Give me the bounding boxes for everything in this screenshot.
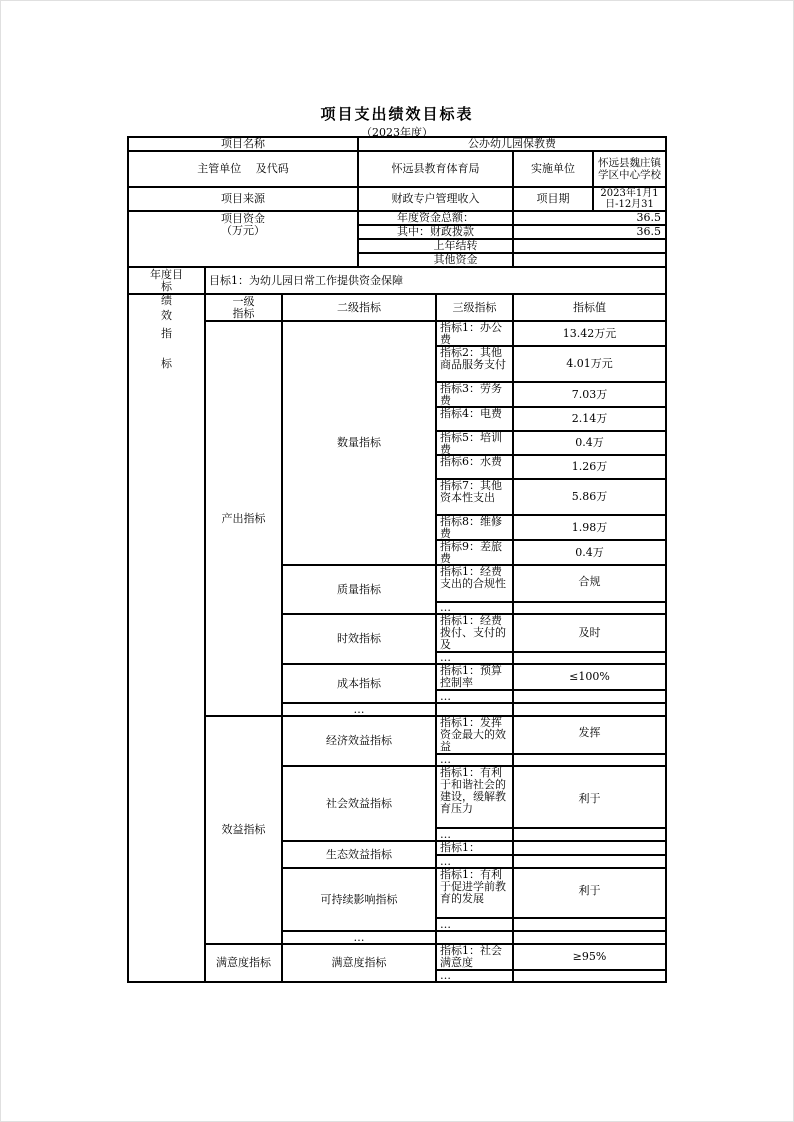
sustain-more-value <box>513 918 666 931</box>
ecology-more-value <box>513 855 666 868</box>
fund-fiscal-label: 其中：财政拨款 <box>358 225 513 239</box>
ecology-value-1 <box>513 841 666 855</box>
goal-label: 年度目标 <box>128 267 205 294</box>
satisfaction-value-1: ≥95% <box>513 944 666 970</box>
project-name-label: 项目名称 <box>128 137 358 151</box>
perf-side-char-1: 绩 <box>161 294 172 307</box>
dept-label: 主管单位 及代码 <box>128 151 358 187</box>
page-subtitle: （2023年度） <box>361 126 433 139</box>
fund-fiscal-value: 36.5 <box>513 225 666 239</box>
output-more: … <box>282 703 436 716</box>
perf-side-char-2: 效 <box>161 309 172 322</box>
social-value-1: 利于 <box>513 766 666 828</box>
quantity-value-7: 5.86万 <box>513 479 666 515</box>
col-level1: 一级指标 <box>205 294 282 321</box>
timeliness-label: 时效指标 <box>282 614 436 664</box>
fund-total-value: 36.5 <box>513 211 666 225</box>
social-item-1: 指标1：有利于和谐社会的建设，缓解教育压力 <box>436 766 513 828</box>
ecology-more: … <box>436 855 513 868</box>
timeliness-value-1: 及时 <box>513 614 666 652</box>
timeliness-more-value <box>513 652 666 664</box>
fund-label: 项目资金 （万元） <box>128 211 358 267</box>
quantity-value-8: 1.98万 <box>513 515 666 540</box>
quantity-item-8: 指标8：维修费 <box>436 515 513 540</box>
social-label: 社会效益指标 <box>282 766 436 841</box>
quantity-value-3: 7.03万 <box>513 382 666 407</box>
ecology-label: 生态效益指标 <box>282 841 436 868</box>
fund-other-label: 其他资金 <box>358 253 513 267</box>
col-level2: 二级指标 <box>282 294 436 321</box>
economic-label: 经济效益指标 <box>282 716 436 766</box>
quantity-value-6: 1.26万 <box>513 455 666 479</box>
quantity-value-4: 2.14万 <box>513 407 666 431</box>
satisfaction-more: … <box>436 970 513 982</box>
economic-more: … <box>436 754 513 766</box>
sustain-more: … <box>436 918 513 931</box>
quantity-label: 数量指标 <box>282 321 436 565</box>
col-level3: 三级指标 <box>436 294 513 321</box>
output-more-value <box>513 703 666 716</box>
social-more: … <box>436 828 513 841</box>
quantity-item-4: 指标4：电费 <box>436 407 513 431</box>
quantity-value-2: 4.01万元 <box>513 346 666 382</box>
satisfaction-item-1: 指标1：社会满意度 <box>436 944 513 970</box>
impl-value: 怀远县魏庄镇学区中心学校 <box>593 151 666 187</box>
quality-item-1: 指标1：经费支出的合规性 <box>436 565 513 602</box>
economic-item-1: 指标1：发挥资金最大的效益 <box>436 716 513 754</box>
quality-more: … <box>436 602 513 614</box>
ecology-item-1: 指标1： <box>436 841 513 855</box>
source-value: 财政专户管理收入 <box>358 187 513 211</box>
sustain-label: 可持续影响指标 <box>282 868 436 931</box>
perf-side-label <box>128 294 205 982</box>
quantity-item-3: 指标3：劳务费 <box>436 382 513 407</box>
social-more-value <box>513 828 666 841</box>
timeliness-item-1: 指标1：经费拨付、支付的及 <box>436 614 513 652</box>
output-label: 产出指标 <box>205 321 282 716</box>
benefit-more: … <box>282 931 436 944</box>
economic-value-1: 发挥 <box>513 716 666 754</box>
cost-value-1: ≤100% <box>513 664 666 690</box>
quantity-value-9: 0.4万 <box>513 540 666 565</box>
benefit-more-l3 <box>436 931 513 944</box>
impl-label: 实施单位 <box>513 151 593 187</box>
quantity-item-1: 指标1：办公费 <box>436 321 513 346</box>
fund-total-label: 年度资金总额： <box>358 211 513 225</box>
output-more-l3 <box>436 703 513 716</box>
cost-item-1: 指标1：预算控制率 <box>436 664 513 690</box>
period-label: 项目期 <box>513 187 593 211</box>
goal-text: 目标1：为幼儿园日常工作提供资金保障 <box>205 267 666 294</box>
quantity-value-1: 13.42万元 <box>513 321 666 346</box>
quantity-item-2: 指标2：其他商品服务支付 <box>436 346 513 382</box>
timeliness-more: … <box>436 652 513 664</box>
sustain-value-1: 利于 <box>513 868 666 918</box>
quantity-item-7: 指标7：其他资本性支出 <box>436 479 513 515</box>
project-name-value: 公办幼儿园保教费 <box>358 137 666 151</box>
cost-more: … <box>436 690 513 703</box>
benefit-label: 效益指标 <box>205 716 282 944</box>
cost-more-value <box>513 690 666 703</box>
quantity-item-9: 指标9：差旅费 <box>436 540 513 565</box>
page-title: 项目支出绩效目标表 <box>320 105 474 123</box>
quantity-item-6: 指标6：水费 <box>436 455 513 479</box>
fund-last-value <box>513 239 666 253</box>
source-label: 项目来源 <box>128 187 358 211</box>
satisfaction-more-value <box>513 970 666 982</box>
perf-side-char-3: 指 <box>161 327 172 340</box>
quantity-value-5: 0.4万 <box>513 431 666 455</box>
sustain-item-1: 指标1：有利于促进学前教育的发展 <box>436 868 513 918</box>
quality-value-1: 合规 <box>513 565 666 602</box>
quality-more-value <box>513 602 666 614</box>
col-value: 指标值 <box>513 294 666 321</box>
satisfaction-label: 满意度指标 <box>205 944 282 982</box>
benefit-more-value <box>513 931 666 944</box>
quantity-item-5: 指标5：培训费 <box>436 431 513 455</box>
quality-label: 质量指标 <box>282 565 436 614</box>
fund-other-value <box>513 253 666 267</box>
perf-side-char-4: 标 <box>161 357 172 370</box>
dept-value: 怀远县教育体育局 <box>358 151 513 187</box>
period-value: 2023年1月1日-12月31 <box>593 187 666 211</box>
fund-last-label: 上年结转 <box>358 239 513 253</box>
economic-more-value <box>513 754 666 766</box>
cost-label: 成本指标 <box>282 664 436 703</box>
satisfaction-sub-label: 满意度指标 <box>282 944 436 982</box>
